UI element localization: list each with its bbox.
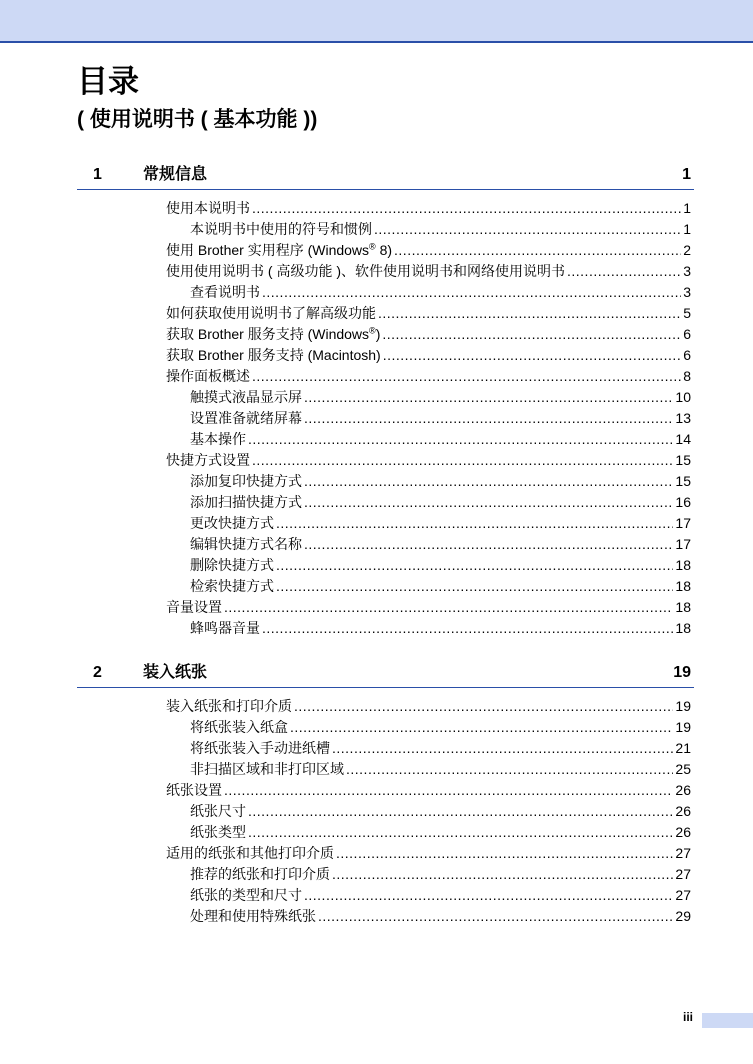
dot-leader: [276, 576, 673, 597]
toc-entry-title: 获取 Brother 服务支持 (Macintosh): [166, 347, 381, 363]
toc-entry-page: 25: [675, 761, 691, 777]
toc-entry-title: 添加扫描快捷方式: [190, 494, 302, 510]
dot-leader: [383, 345, 681, 366]
toc-entry-page: 15: [675, 452, 691, 468]
toc-entry[interactable]: [166, 324, 691, 345]
toc-entry-title: [166, 324, 380, 345]
toc-entry[interactable]: [166, 513, 691, 534]
toc-entry[interactable]: [166, 429, 691, 450]
dot-leader: [304, 534, 673, 555]
dot-leader: [304, 492, 673, 513]
toc-entry-page: 16: [675, 494, 691, 510]
toc-entry-page: 17: [675, 536, 691, 552]
chapter-number: 1: [93, 166, 102, 183]
chapter-page: 1: [682, 166, 691, 183]
toc-entry-title: 编辑快捷方式名称: [190, 536, 302, 552]
toc-entry[interactable]: [166, 759, 691, 780]
dot-leader: [248, 801, 673, 822]
registered-mark: ®: [369, 325, 376, 336]
toc-entry-page: 26: [675, 803, 691, 819]
toc-entry-title: 使用本说明书: [166, 200, 250, 216]
chapter-title: 装入纸张: [143, 664, 208, 681]
toc-entry[interactable]: [166, 471, 691, 492]
dot-leader: [304, 387, 673, 408]
dot-leader: [336, 843, 673, 864]
chapter-1-heading[interactable]: [77, 163, 694, 190]
toc-entry[interactable]: [166, 618, 691, 639]
page-subtitle: ( 使用说明书 ( 基本功能 )): [77, 108, 318, 131]
toc-entry-title: [166, 240, 392, 261]
toc-entry[interactable]: [166, 261, 691, 282]
toc-entry-page: 26: [675, 782, 691, 798]
toc-entry-title: 非扫描区域和非打印区域: [190, 761, 344, 777]
chapter-number: 2: [93, 664, 102, 681]
toc-entry[interactable]: [166, 843, 691, 864]
toc-entry-page: 19: [675, 719, 691, 735]
dot-leader: [394, 240, 681, 261]
toc-entry[interactable]: [166, 450, 691, 471]
toc-entry-title: 更改快捷方式: [190, 515, 274, 531]
toc-entry[interactable]: [166, 906, 691, 927]
toc-entry[interactable]: [166, 717, 691, 738]
toc-entry-page: 2: [683, 242, 691, 258]
toc-entry-page: 27: [675, 887, 691, 903]
dot-leader: [304, 885, 673, 906]
dot-leader: [304, 471, 673, 492]
dot-leader: [262, 282, 681, 303]
toc-entry[interactable]: [166, 864, 691, 885]
dot-leader: [382, 324, 681, 345]
toc-entry[interactable]: [166, 822, 691, 843]
header-band: [0, 0, 753, 43]
toc-entry-title: 处理和使用特殊纸张: [190, 908, 316, 924]
toc-entry-title: 操作面板概述: [166, 368, 250, 384]
toc-entry-title: 本说明书中使用的符号和惯例: [190, 221, 372, 237]
toc-entry-title: 蜂鸣器音量: [190, 620, 260, 636]
toc-entry[interactable]: [166, 801, 691, 822]
toc-entry-title: 添加复印快捷方式: [190, 473, 302, 489]
toc-entry[interactable]: [166, 738, 691, 759]
toc-entry[interactable]: [166, 198, 691, 219]
toc-entry-page: 18: [675, 620, 691, 636]
toc-entry[interactable]: [166, 492, 691, 513]
toc-entry-title: 装入纸张和打印介质: [166, 698, 292, 714]
dot-leader: [252, 198, 681, 219]
dot-leader: [318, 906, 673, 927]
toc-entry-page: 18: [675, 599, 691, 615]
toc-entry-title-part: ): [375, 326, 381, 342]
toc-entry-page: 21: [675, 740, 691, 756]
toc-entry-page: 10: [675, 389, 691, 405]
toc-entry-title: 检索快捷方式: [190, 578, 274, 594]
toc-entry[interactable]: [166, 780, 691, 801]
toc-entry[interactable]: [166, 576, 691, 597]
dot-leader: [294, 696, 673, 717]
toc-entry-page: 29: [675, 908, 691, 924]
toc-entry-page: 27: [675, 845, 691, 861]
toc-entry[interactable]: [166, 885, 691, 906]
dot-leader: [567, 261, 681, 282]
toc-entry-page: 17: [675, 515, 691, 531]
footer-band: [702, 1013, 753, 1028]
page-title: 目录: [77, 64, 139, 99]
toc-entry-title: 基本操作: [190, 431, 246, 447]
toc-entry-page: 18: [675, 557, 691, 573]
toc-entry-page: 5: [683, 305, 691, 321]
toc-entry-title: 纸张尺寸: [190, 803, 246, 819]
dot-leader: [248, 822, 673, 843]
toc-entry-page: 15: [675, 473, 691, 489]
toc-entry[interactable]: [166, 555, 691, 576]
chapter-page: 19: [673, 664, 691, 681]
toc-entry-title: 纸张类型: [190, 824, 246, 840]
dot-leader: [378, 303, 681, 324]
toc-entry[interactable]: [166, 282, 691, 303]
toc-entry[interactable]: [166, 219, 691, 240]
dot-leader: [252, 366, 681, 387]
chapter-1-entries: [166, 198, 691, 639]
page-number-label: iii: [682, 1010, 693, 1024]
registered-mark: ®: [369, 241, 376, 252]
toc-entry-page: 3: [683, 263, 691, 279]
toc-entry-title: 将纸张装入手动进纸槽: [190, 740, 330, 756]
toc-entry-page: 26: [675, 824, 691, 840]
toc-entry-title-part: 使用 Brother 实用程序 (Windows: [166, 242, 370, 258]
toc-entry-page: 19: [675, 698, 691, 714]
toc-entry-page: 8: [683, 368, 691, 384]
dot-leader: [304, 408, 673, 429]
toc-entry-title: 删除快捷方式: [190, 557, 274, 573]
toc-entry[interactable]: [166, 240, 691, 261]
toc-entry[interactable]: [166, 534, 691, 555]
toc-entry-title: 将纸张装入纸盒: [190, 719, 288, 735]
dot-leader: [252, 450, 673, 471]
toc-entry-page: 1: [683, 200, 691, 216]
toc-entry-title: 设置准备就绪屏幕: [190, 410, 302, 426]
toc-entry-title: 音量设置: [166, 599, 222, 615]
dot-leader: [346, 759, 673, 780]
toc-entry[interactable]: [166, 387, 691, 408]
toc-entry[interactable]: [166, 303, 691, 324]
dot-leader: [224, 597, 673, 618]
dot-leader: [276, 555, 673, 576]
chapter-2-entries: [166, 696, 691, 927]
toc-entry-title: 推荐的纸张和打印介质: [190, 866, 330, 882]
toc-entry-title-part: 8): [375, 242, 393, 258]
toc-entry-title-part: 获取 Brother 服务支持 (Windows: [166, 326, 370, 342]
toc-entry-title: 触摸式液晶显示屏: [190, 389, 302, 405]
dot-leader: [276, 513, 673, 534]
toc-entry[interactable]: [166, 345, 691, 366]
dot-leader: [332, 864, 673, 885]
toc-entry-title: 适用的纸张和其他打印介质: [166, 845, 334, 861]
toc-entry-title: 如何获取使用说明书了解高级功能: [166, 305, 376, 321]
toc-entry-page: 14: [675, 431, 691, 447]
dot-leader: [224, 780, 673, 801]
chapter-title: 常规信息: [143, 166, 208, 183]
toc-entry-page: 27: [675, 866, 691, 882]
toc-entry-title: 纸张的类型和尺寸: [190, 887, 302, 903]
toc-entry-title: 快捷方式设置: [166, 452, 250, 468]
toc-entry-page: 1: [683, 221, 691, 237]
toc-entry-page: 18: [675, 578, 691, 594]
toc-entry-title: 使用使用说明书 ( 高级功能 )、软件使用说明书和网络使用说明书: [166, 263, 565, 279]
toc-entry-page: 13: [675, 410, 691, 426]
dot-leader: [332, 738, 673, 759]
toc-entry-title: 查看说明书: [190, 284, 260, 300]
dot-leader: [248, 429, 673, 450]
toc-entry[interactable]: [166, 408, 691, 429]
chapter-2-heading[interactable]: [77, 661, 694, 688]
toc-entry[interactable]: [166, 597, 691, 618]
dot-leader: [290, 717, 673, 738]
toc-entry-page: 6: [683, 326, 691, 342]
toc-entry-page: 6: [683, 347, 691, 363]
dot-leader: [262, 618, 673, 639]
dot-leader: [374, 219, 681, 240]
toc-entry-page: 3: [683, 284, 691, 300]
toc-entry[interactable]: [166, 696, 691, 717]
toc-entry-title: 纸张设置: [166, 782, 222, 798]
toc-entry[interactable]: [166, 366, 691, 387]
